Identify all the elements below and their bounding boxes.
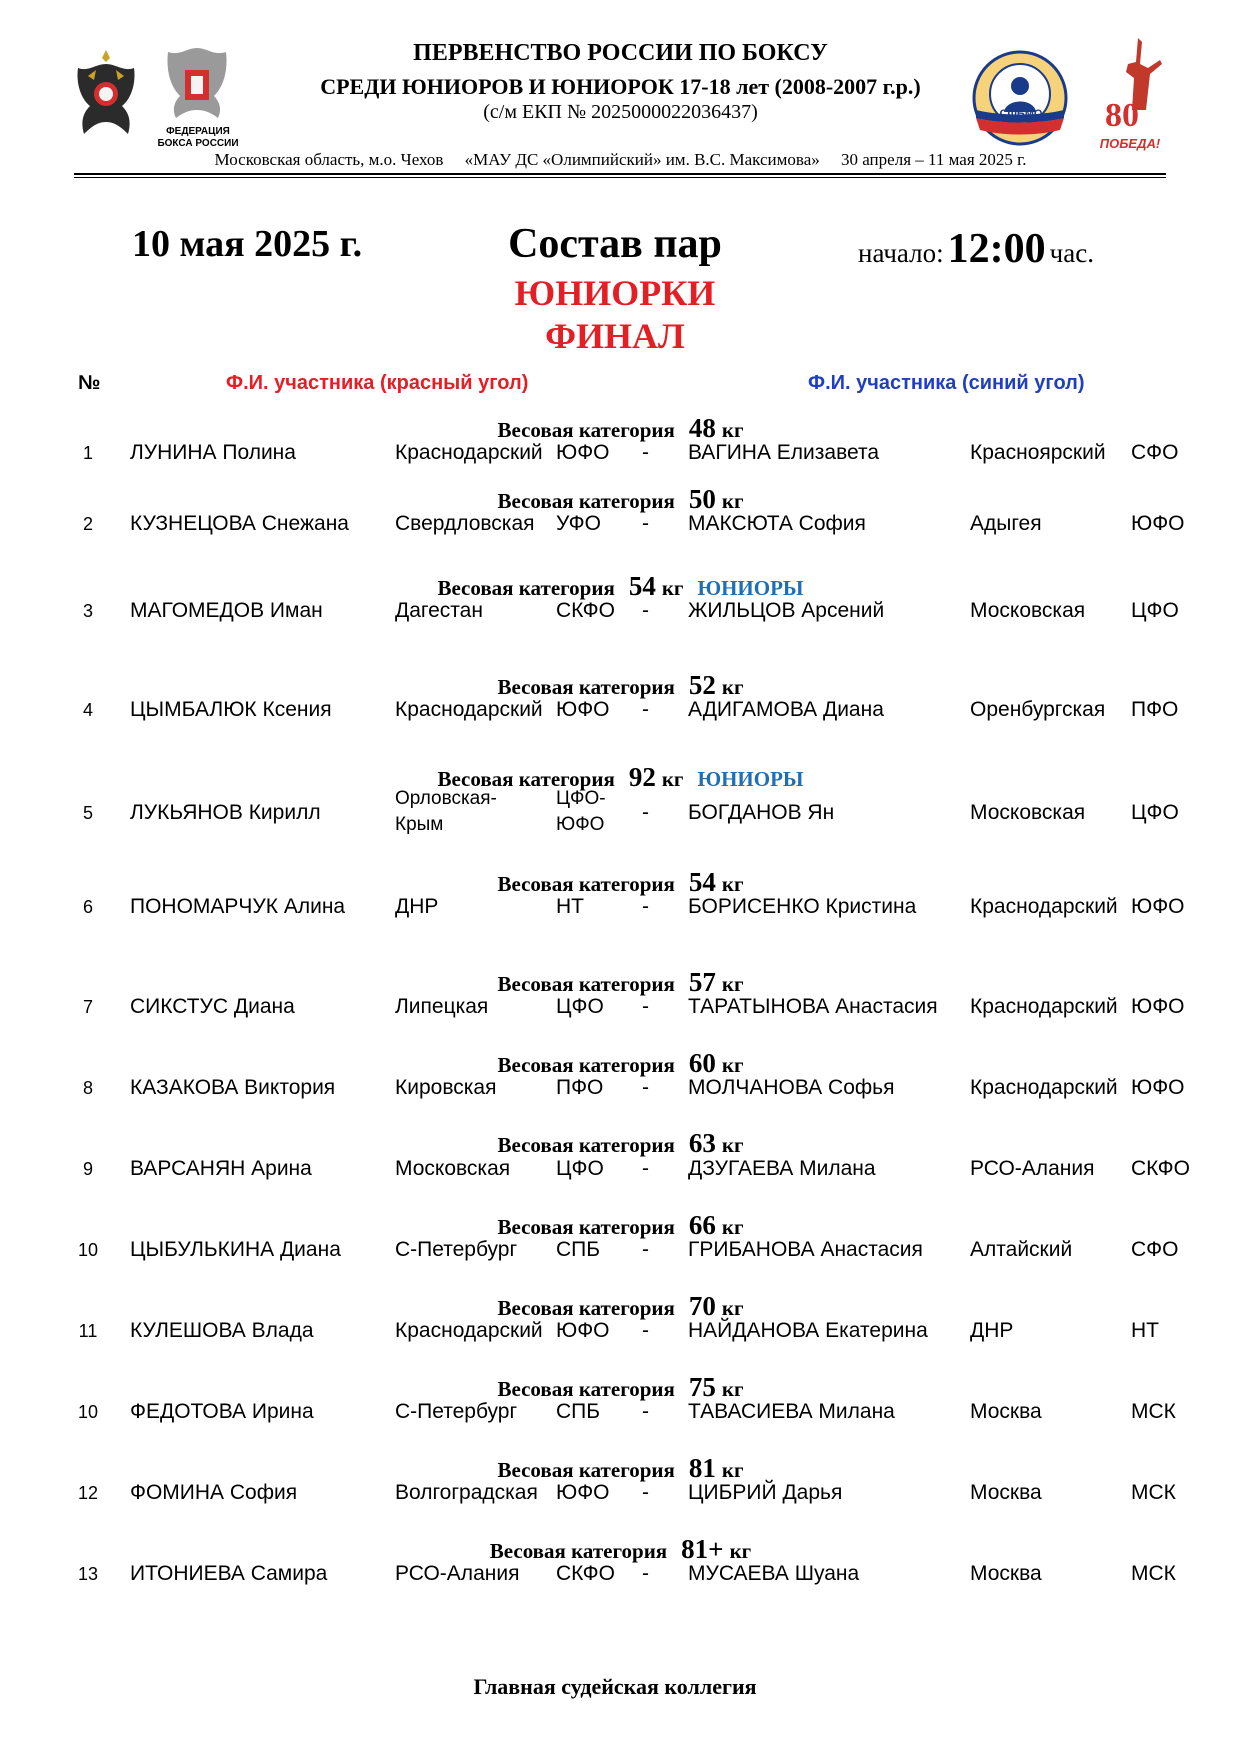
bout-row bbox=[0, 698, 1241, 724]
weight-category-heading bbox=[0, 1453, 1241, 1484]
red-corner-region: Краснодарский bbox=[395, 1319, 543, 1342]
red-corner-name: КУЗНЕЦОВА Снежана bbox=[130, 512, 349, 535]
red-corner-name: ЦЫМБАЛЮК Ксения bbox=[130, 698, 332, 721]
category-weight: 81+ bbox=[681, 1534, 724, 1564]
vs-dash: - bbox=[642, 441, 649, 464]
blue-corner-name: МУСАЕВА Шуана bbox=[688, 1562, 860, 1585]
weight-category-heading bbox=[0, 1128, 1241, 1159]
red-corner-district: ЦФО bbox=[556, 995, 604, 1018]
bout-number: 1 bbox=[82, 443, 93, 463]
red-corner-district: ЮФО bbox=[556, 814, 605, 835]
category-unit: кг bbox=[721, 972, 744, 996]
vs-dash: - bbox=[642, 1481, 649, 1504]
category-weight: 70 bbox=[688, 1291, 716, 1321]
red-corner-region: С-Петербург bbox=[395, 1400, 518, 1423]
red-corner-region: Дагестан bbox=[395, 599, 483, 622]
weight-category-heading bbox=[0, 867, 1241, 898]
red-corner-region: Липецкая bbox=[395, 995, 489, 1018]
category-weight: 81 bbox=[688, 1453, 716, 1483]
col-header-blue: Ф.И. участника (синий угол) bbox=[808, 372, 1085, 394]
category-label: Весовая категория bbox=[497, 418, 675, 442]
red-corner-name: КАЗАКОВА Виктория bbox=[130, 1076, 336, 1099]
col-header-no: № bbox=[78, 372, 101, 394]
red-corner-name: ПОНОМАРЧУК Алина bbox=[130, 895, 346, 918]
start-time-block bbox=[858, 225, 1094, 273]
category-label: Весовая категория bbox=[497, 675, 675, 699]
blue-corner-region: Москва bbox=[970, 1400, 1042, 1423]
blue-corner-name: ВАГИНА Елизавета bbox=[688, 441, 880, 464]
category-label: Весовая категория bbox=[497, 489, 675, 513]
category-weight: 92 bbox=[628, 762, 656, 792]
bout-number: 13 bbox=[77, 1564, 99, 1584]
category-label: Весовая категория bbox=[437, 576, 615, 600]
blue-corner-region: ДНР bbox=[970, 1319, 1014, 1342]
bout-row bbox=[0, 512, 1241, 538]
blue-corner-district: МСК bbox=[1131, 1562, 1176, 1585]
start-time: 12:00 bbox=[947, 226, 1046, 272]
start-unit: час. bbox=[1049, 238, 1094, 268]
blue-corner-name: БОГДАНОВ Ян bbox=[688, 801, 835, 824]
bout-number: 12 bbox=[77, 1483, 99, 1503]
vs-dash: - bbox=[642, 1319, 649, 1342]
red-corner-name: ЛУНИНА Полина bbox=[130, 441, 296, 464]
red-corner-region: РСО-Алания bbox=[395, 1562, 520, 1585]
red-corner-district: СКФО bbox=[556, 599, 615, 622]
blue-corner-district: НТ bbox=[1131, 1319, 1159, 1342]
victory-text: ПОБЕДА! bbox=[1099, 136, 1161, 151]
red-corner-district: ЦФО bbox=[556, 1157, 604, 1180]
vs-dash: - bbox=[642, 1562, 649, 1585]
sfbmo-logo-text: СФБМО bbox=[999, 108, 1043, 120]
category-weight: 63 bbox=[688, 1128, 716, 1158]
category-unit: кг bbox=[721, 1053, 744, 1077]
red-corner-district: ЮФО bbox=[556, 698, 610, 721]
subtitle-final: ФИНАЛ bbox=[545, 316, 685, 356]
blue-corner-region: Москва bbox=[970, 1481, 1042, 1504]
red-corner-name: СИКСТУС Диана bbox=[130, 995, 295, 1018]
blue-corner-district: ЮФО bbox=[1131, 512, 1185, 535]
blue-corner-name: НАЙДАНОВА Екатерина bbox=[688, 1319, 928, 1342]
category-unit: кг bbox=[721, 1133, 744, 1157]
bout-row bbox=[0, 1400, 1241, 1426]
red-corner-region: Волгоградская bbox=[395, 1481, 538, 1504]
weight-category-heading bbox=[0, 571, 1241, 602]
blue-corner-district: ЮФО bbox=[1131, 995, 1185, 1018]
red-corner-name: ЦЫБУЛЬКИНА Диана bbox=[130, 1238, 341, 1261]
category-label: Весовая категория bbox=[497, 1296, 675, 1320]
category-unit: кг bbox=[721, 418, 744, 442]
red-corner-region: Крым bbox=[395, 814, 444, 835]
blue-corner-district: ЦФО bbox=[1131, 801, 1179, 824]
subtitle-juniors: ЮНИОРКИ bbox=[514, 273, 716, 313]
blue-corner-region: Красноярский bbox=[970, 441, 1106, 464]
blue-corner-name: ДЗУГАЕВА Милана bbox=[688, 1157, 876, 1180]
category-unit: кг bbox=[721, 1377, 744, 1401]
bout-number: 8 bbox=[82, 1078, 93, 1098]
weight-category-heading bbox=[0, 1534, 1241, 1565]
blue-corner-region: Алтайский bbox=[970, 1238, 1073, 1261]
red-corner-name: МАГОМЕДОВ Иман bbox=[130, 599, 323, 622]
blue-corner-name: МАКСЮТА София bbox=[688, 512, 866, 535]
blue-corner-region: Оренбургская bbox=[970, 698, 1106, 721]
red-corner-district: ЮФО bbox=[556, 1319, 610, 1342]
vs-dash: - bbox=[642, 801, 649, 824]
blue-corner-district: СФО bbox=[1131, 1238, 1179, 1261]
weight-category-heading bbox=[0, 967, 1241, 998]
weight-category-heading bbox=[0, 1210, 1241, 1241]
bout-number: 10 bbox=[77, 1402, 99, 1422]
vs-dash: - bbox=[642, 698, 649, 721]
start-label: начало: bbox=[858, 238, 944, 268]
bout-number: 2 bbox=[82, 514, 93, 534]
category-label: Весовая категория bbox=[497, 972, 675, 996]
red-corner-region: С-Петербург bbox=[395, 1238, 518, 1261]
red-corner-name: ФЕДОТОВА Ирина bbox=[130, 1400, 314, 1423]
blue-corner-region: Московская bbox=[970, 599, 1086, 622]
header-location: Московская область, м.о. Чехов «МАУ ДС «Олимпийский» им. В.С. Максимова» 30 апреля – 11 мая 2025 г. bbox=[214, 150, 1027, 169]
blue-corner-region: Адыгея bbox=[970, 512, 1042, 535]
category-weight: 50 bbox=[688, 484, 716, 514]
weight-category-heading bbox=[0, 484, 1241, 515]
vs-dash: - bbox=[642, 1157, 649, 1180]
category-label: Весовая категория bbox=[489, 1539, 668, 1563]
bout-row bbox=[0, 788, 1241, 835]
category-unit: кг bbox=[661, 767, 684, 791]
blue-corner-district: СФО bbox=[1131, 441, 1179, 464]
red-corner-district: ПФО bbox=[556, 1076, 604, 1099]
vs-dash: - bbox=[642, 599, 649, 622]
red-corner-district: СПБ bbox=[556, 1400, 601, 1423]
red-corner-name: ЛУКЬЯНОВ Кирилл bbox=[130, 801, 321, 824]
red-corner-district: ЮФО bbox=[556, 441, 610, 464]
category-weight: 54 bbox=[628, 571, 656, 601]
category-unit: кг bbox=[721, 489, 744, 513]
vs-dash: - bbox=[642, 1238, 649, 1261]
category-label: Весовая категория bbox=[497, 1133, 675, 1157]
red-corner-name: ВАРСАНЯН Арина bbox=[130, 1157, 312, 1180]
category-unit: кг bbox=[721, 872, 744, 896]
blue-corner-region: Краснодарский bbox=[970, 895, 1118, 918]
sfbmo-logo-icon bbox=[970, 48, 1070, 148]
vs-dash: - bbox=[642, 895, 649, 918]
blue-corner-name: ЦИБРИЙ Дарья bbox=[688, 1481, 843, 1504]
blue-corner-district: ЮФО bbox=[1131, 895, 1185, 918]
footer-signature: Главная судейская коллегия bbox=[473, 1674, 757, 1699]
weight-category-heading bbox=[0, 413, 1241, 444]
category-unit: кг bbox=[661, 576, 684, 600]
red-corner-district: УФО bbox=[556, 512, 601, 535]
red-corner-district: СПБ bbox=[556, 1238, 601, 1261]
category-unit: кг bbox=[721, 1296, 744, 1320]
category-weight: 66 bbox=[688, 1210, 716, 1240]
category-unit: кг bbox=[729, 1539, 752, 1563]
bout-number: 3 bbox=[82, 601, 93, 621]
category-label: Весовая категория bbox=[497, 872, 675, 896]
page-title: Состав пар bbox=[508, 221, 722, 267]
red-corner-name: ИТОНИЕВА Самира bbox=[130, 1562, 328, 1585]
bout-row bbox=[0, 1562, 1241, 1588]
header-title-1: ПЕРВЕНСТВО РОССИИ ПО БОКСУ bbox=[413, 40, 828, 66]
category-division: ЮНИОРЫ bbox=[697, 767, 804, 791]
bout-number: 6 bbox=[82, 897, 93, 917]
blue-corner-name: БОРИСЕНКО Кристина bbox=[688, 895, 917, 918]
blue-corner-name: ГРИБАНОВА Анастасия bbox=[688, 1238, 923, 1261]
vs-dash: - bbox=[642, 1076, 649, 1099]
bout-number: 4 bbox=[82, 700, 93, 720]
category-unit: кг bbox=[721, 1215, 744, 1239]
bout-row bbox=[0, 1319, 1241, 1345]
red-corner-region: ДНР bbox=[395, 895, 439, 918]
category-label: Весовая категория bbox=[437, 767, 615, 791]
category-weight: 52 bbox=[688, 670, 716, 700]
header-divider bbox=[74, 173, 1166, 175]
bout-row bbox=[0, 1076, 1241, 1102]
red-corner-region: Краснодарский bbox=[395, 441, 543, 464]
bout-row bbox=[0, 895, 1241, 921]
blue-corner-region: Московская bbox=[970, 801, 1086, 824]
red-corner-district: ЦФО- bbox=[556, 788, 606, 809]
blue-corner-district: МСК bbox=[1131, 1400, 1176, 1423]
vs-dash: - bbox=[642, 512, 649, 535]
event-date: 10 мая 2025 г. bbox=[132, 223, 363, 265]
weight-category-heading bbox=[0, 762, 1241, 793]
category-label: Весовая категория bbox=[497, 1458, 675, 1482]
federation-logo-caption: ФЕДЕРАЦИЯ БОКСА РОССИИ bbox=[157, 126, 239, 149]
red-corner-name: КУЛЕШОВА Влада bbox=[130, 1319, 314, 1342]
header-divider-thin bbox=[74, 177, 1166, 178]
blue-corner-district: МСК bbox=[1131, 1481, 1176, 1504]
blue-corner-district: ЮФО bbox=[1131, 1076, 1185, 1099]
vs-dash: - bbox=[642, 995, 649, 1018]
bout-row bbox=[0, 599, 1241, 625]
blue-corner-name: ЖИЛЬЦОВ Арсений bbox=[688, 599, 885, 622]
red-corner-name: ФОМИНА София bbox=[130, 1481, 298, 1504]
weight-category-heading bbox=[0, 1048, 1241, 1079]
blue-corner-name: ТАРАТЫНОВА Анастасия bbox=[688, 995, 938, 1018]
category-unit: кг bbox=[721, 1458, 744, 1482]
blue-corner-district: СКФО bbox=[1131, 1157, 1190, 1180]
bout-number: 7 bbox=[82, 997, 93, 1017]
col-header-red: Ф.И. участника (красный угол) bbox=[226, 372, 529, 394]
blue-corner-region: Краснодарский bbox=[970, 995, 1118, 1018]
blue-corner-district: ЦФО bbox=[1131, 599, 1179, 622]
red-corner-region: Кировская bbox=[395, 1076, 497, 1099]
bout-row bbox=[0, 441, 1241, 467]
bout-row bbox=[0, 995, 1241, 1021]
victory-80-number: 80 bbox=[1105, 97, 1139, 134]
bout-number: 11 bbox=[78, 1321, 98, 1341]
category-weight: 54 bbox=[688, 867, 716, 897]
red-corner-district: СКФО bbox=[556, 1562, 615, 1585]
bout-number: 5 bbox=[82, 803, 93, 823]
bout-row bbox=[0, 1157, 1241, 1183]
red-corner-district: НТ bbox=[556, 895, 584, 918]
category-weight: 75 bbox=[688, 1372, 716, 1402]
bout-row bbox=[0, 1238, 1241, 1264]
red-corner-region: Орловская- bbox=[395, 788, 497, 809]
blue-corner-district: ПФО bbox=[1131, 698, 1179, 721]
category-weight: 60 bbox=[688, 1048, 716, 1078]
header-ekp: (с/м ЕКП № 2025000022036437) bbox=[483, 101, 758, 123]
weight-category-heading bbox=[0, 670, 1241, 701]
blue-corner-name: ТАВАСИЕВА Милана bbox=[688, 1400, 895, 1423]
vs-dash: - bbox=[642, 1400, 649, 1423]
category-label: Весовая категория bbox=[497, 1377, 675, 1401]
blue-corner-region: Москва bbox=[970, 1562, 1042, 1585]
red-corner-region: Краснодарский bbox=[395, 698, 543, 721]
blue-corner-region: Краснодарский bbox=[970, 1076, 1118, 1099]
category-unit: кг bbox=[721, 675, 744, 699]
bout-row bbox=[0, 1481, 1241, 1507]
category-label: Весовая категория bbox=[497, 1053, 675, 1077]
red-corner-district: ЮФО bbox=[556, 1481, 610, 1504]
blue-corner-name: АДИГАМОВА Диана bbox=[688, 698, 884, 721]
red-corner-region: Московская bbox=[395, 1157, 511, 1180]
blue-corner-region: РСО-Алания bbox=[970, 1157, 1095, 1180]
category-division: ЮНИОРЫ bbox=[697, 576, 804, 600]
weight-category-heading bbox=[0, 1291, 1241, 1322]
header-title-2: СРЕДИ ЮНИОРОВ И ЮНИОРОК 17-18 лет (2008-2007 г.р.) bbox=[320, 74, 921, 99]
blue-corner-name: МОЛЧАНОВА Софья bbox=[688, 1076, 895, 1099]
category-weight: 48 bbox=[688, 413, 716, 443]
bout-number: 9 bbox=[82, 1159, 93, 1179]
weight-category-heading bbox=[0, 1372, 1241, 1403]
category-label: Весовая категория bbox=[497, 1215, 675, 1239]
red-corner-region: Свердловская bbox=[395, 512, 535, 535]
category-weight: 57 bbox=[688, 967, 716, 997]
bout-number: 10 bbox=[77, 1240, 99, 1260]
